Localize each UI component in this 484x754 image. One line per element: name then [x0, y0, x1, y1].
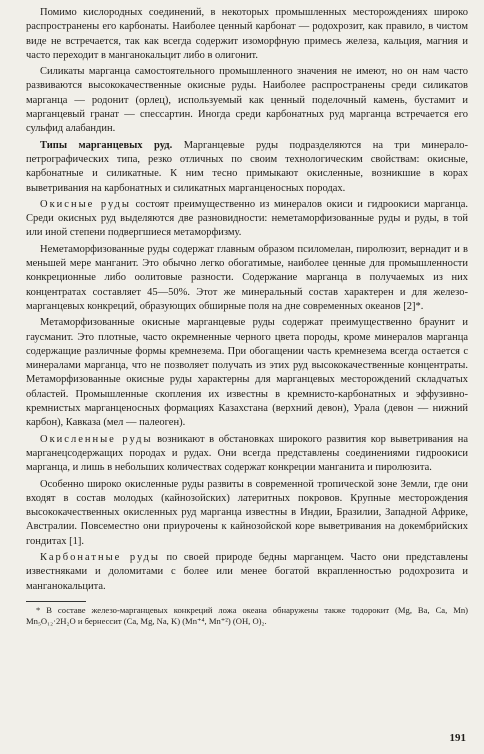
paragraph-silicates: Силикаты марганца самостоятельного промышленного значения не имеют, но он нам часто развиваются высококачественные окисные руды. Наиболее распространены среди силикатов марганца — родонит (орлец), используемый как ценный поделочный камень, бустамит и марганцевый гранат — спессартин. Иногда среди карбонатных руд марганца встречается его сульфид алабандин.	[26, 66, 468, 135]
footnote-divider	[26, 601, 86, 602]
term-oxide-ores: Окисные руды	[40, 198, 131, 210]
page-number: 191	[449, 732, 466, 744]
body-text	[26, 6, 468, 594]
section-heading: Типы марганцевых руд.	[40, 139, 173, 151]
footnote: * В составе железо-марганцевых конкреций ложа океана обнаружены также тодорокит (Mg, Ba, Ca, Mn) Mn₅O₁₂·2H₂O и бернессит (Ca, Mg, Na, K) (Mn⁺⁴, Mn⁺²) (OH, O)₂.	[26, 604, 468, 627]
paragraph-tropical: Особенно широко окисленные руды развиты в современной тропической зоне Земли, где они входят в состав молодых (кайнозойских) латеритных покровов. Крупные месторождения высококачественных окисленных руд марганца известны в Индии, Бразилии, Западной Африке, Австралии. Повсеместно они приурочены к кайнозойской коре выветривания на докембрийских гондитах [1].	[26, 478, 468, 547]
paragraph-nonmetamorphosed: Неметаморфизованные руды содержат главным образом псиломелан, пиролюзит, вернадит и в меньшей мере манганит. Это обычно легко обогатимые, наиболее ценные для промышленности конкреционные либо оолитовые разности. Содержание марганца в получаемых из них концентратах составляет 45—50%. Этот же минеральный состав характерен и для железо-марганцевых конкреций, образующих обширные поля на дне современных океанов [2]*.	[26, 243, 468, 312]
term-carbonate-ores: Карбонатные руды	[40, 551, 160, 563]
paragraph-ore-types: Типы марганцевых руд. Марганцевые руды подразделяются на три минерало-петрографических типа, резко отличных по своим технологическим свойствам: окисные, карбонатные и силикатные. К ним тесно примыкают окисленные, возникшие в корах выветривания на карбонатных и силикатных марганценосных породах.	[26, 139, 468, 194]
paragraph-carbonates: Помимо кислородных соединений, в некоторых промышленных месторождениях широко распространены его карбонаты. Наиболее ценный карбонат — родохрозит, как правило, в чистом виде не встречается, так как всегда содержит изоморфную примесь железа, кальция, магния и часто переходит в манганокальцит либо в олигонит.	[26, 7, 468, 61]
paragraph-oxide-ores: Окисные руды состоят преимущественно из минералов окиси и гидроокиси марганца. Среди окисных руд выделяются две разновидности: неметаморфизованные руды и руды, в той или иной степени подвергшиеся метаморфизму.	[26, 198, 468, 239]
paragraph-oxidized-ores: Окисленные руды возникают в обстановках широкого развития кор выветривания на марганецсодержащих породах и рудах. Они всегда представлены соединениями гидроокиси марганца, и лишь в небольших количествах содержат конкреции манганита и пиролюзита.	[26, 433, 468, 474]
term-oxidized-ores: Окисленные руды	[40, 433, 153, 445]
paragraph-metamorphosed: Метаморфизованные окисные марганцевые руды содержат преимущественно браунит и гаусманит. Это плотные, часто окремненные черного цвета породы, кроме минералов марганца содержащие различные формы кремнезема. При обогащении часть кремнезема всегда остается с минералами марганца, что не позволяет получать из этих руд высококачественные концентраты. Метаморфизованные окисные руды характерны для марганцевых месторождений складчатых областей. Промышленные скопления их известны в кремнисто-карбонатных и эффузивно-кремнистых марганценосных формациях Казахстана (верхний девон), Урала (девон — нижний карбон), Кавказа (мел — палеоген).	[26, 317, 468, 429]
paragraph-carbonate-ores: Карбонатные руды по своей природе бедны марганцем. Часто они представлены известняками и доломитами с более или менее богатой вкрапленностью родохрозита и манганокальцита.	[26, 551, 468, 592]
